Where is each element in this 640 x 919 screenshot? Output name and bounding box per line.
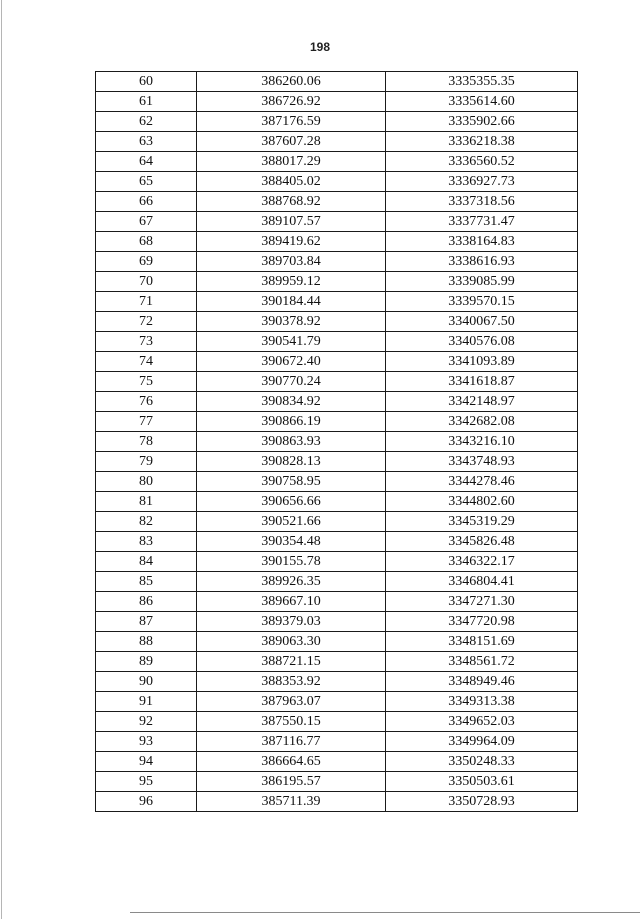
x-coordinate-cell: 390541.79 [197,332,386,352]
y-coordinate-cell: 3347720.98 [386,612,578,632]
y-coordinate-cell: 3344802.60 [386,492,578,512]
table-row [96,372,578,392]
x-coordinate-cell: 389959.12 [197,272,386,292]
table-row [96,452,578,472]
table-row [96,392,578,412]
y-coordinate-cell: 3347271.30 [386,592,578,612]
point-number-cell: 83 [96,532,197,552]
table-row [96,152,578,172]
x-coordinate-cell: 387176.59 [197,112,386,132]
y-coordinate-cell: 3348561.72 [386,652,578,672]
x-coordinate-cell: 390770.24 [197,372,386,392]
table-row [96,92,578,112]
table-row [96,132,578,152]
table-row [96,212,578,232]
y-coordinate-cell: 3345319.29 [386,512,578,532]
table-row [96,272,578,292]
point-number-cell: 93 [96,732,197,752]
y-coordinate-cell: 3350503.61 [386,772,578,792]
x-coordinate-cell: 387607.28 [197,132,386,152]
point-number-cell: 60 [96,72,197,92]
y-coordinate-cell: 3341618.87 [386,372,578,392]
table-row [96,572,578,592]
table-row [96,732,578,752]
table-row [96,112,578,132]
y-coordinate-cell: 3338164.83 [386,232,578,252]
x-coordinate-cell: 388017.29 [197,152,386,172]
y-coordinate-cell: 3335902.66 [386,112,578,132]
point-number-cell: 84 [96,552,197,572]
point-number-cell: 82 [96,512,197,532]
table-row [96,192,578,212]
table-row [96,752,578,772]
point-number-cell: 91 [96,692,197,712]
y-coordinate-cell: 3349964.09 [386,732,578,752]
point-number-cell: 88 [96,632,197,652]
table-row [96,712,578,732]
table-row [96,512,578,532]
point-number-cell: 74 [96,352,197,372]
y-coordinate-cell: 3336560.52 [386,152,578,172]
point-number-cell: 89 [96,652,197,672]
coordinates-table [95,71,578,812]
point-number-cell: 67 [96,212,197,232]
x-coordinate-cell: 386664.65 [197,752,386,772]
point-number-cell: 62 [96,112,197,132]
table-row [96,412,578,432]
point-number-cell: 63 [96,132,197,152]
table-row [96,332,578,352]
table-row [96,612,578,632]
table-row [96,652,578,672]
point-number-cell: 87 [96,612,197,632]
point-number-cell: 92 [96,712,197,732]
x-coordinate-cell: 390521.66 [197,512,386,532]
point-number-cell: 69 [96,252,197,272]
y-coordinate-cell: 3336218.38 [386,132,578,152]
x-coordinate-cell: 388721.15 [197,652,386,672]
x-coordinate-cell: 389703.84 [197,252,386,272]
point-number-cell: 71 [96,292,197,312]
point-number-cell: 65 [96,172,197,192]
y-coordinate-cell: 3336927.73 [386,172,578,192]
table-row [96,792,578,812]
y-coordinate-cell: 3342682.08 [386,412,578,432]
point-number-cell: 80 [96,472,197,492]
x-coordinate-cell: 390828.13 [197,452,386,472]
table-row [96,172,578,192]
point-number-cell: 95 [96,772,197,792]
y-coordinate-cell: 3338616.93 [386,252,578,272]
table-row [96,312,578,332]
x-coordinate-cell: 389379.03 [197,612,386,632]
x-coordinate-cell: 387963.07 [197,692,386,712]
x-coordinate-cell: 388768.92 [197,192,386,212]
point-number-cell: 70 [96,272,197,292]
x-coordinate-cell: 390155.78 [197,552,386,572]
x-coordinate-cell: 390672.40 [197,352,386,372]
y-coordinate-cell: 3349313.38 [386,692,578,712]
x-coordinate-cell: 390834.92 [197,392,386,412]
x-coordinate-cell: 389667.10 [197,592,386,612]
y-coordinate-cell: 3346322.17 [386,552,578,572]
table-row [96,672,578,692]
x-coordinate-cell: 390866.19 [197,412,386,432]
y-coordinate-cell: 3337731.47 [386,212,578,232]
y-coordinate-cell: 3341093.89 [386,352,578,372]
x-coordinate-cell: 390863.93 [197,432,386,452]
y-coordinate-cell: 3340576.08 [386,332,578,352]
table-row [96,432,578,452]
y-coordinate-cell: 3340067.50 [386,312,578,332]
x-coordinate-cell: 390184.44 [197,292,386,312]
table-row [96,352,578,372]
x-coordinate-cell: 390758.95 [197,472,386,492]
x-coordinate-cell: 388405.02 [197,172,386,192]
page-edge-line [1,0,2,919]
point-number-cell: 79 [96,452,197,472]
table-row [96,772,578,792]
page-number: 198 [309,40,331,54]
x-coordinate-cell: 385711.39 [197,792,386,812]
point-number-cell: 86 [96,592,197,612]
table-row [96,232,578,252]
point-number-cell: 75 [96,372,197,392]
point-number-cell: 96 [96,792,197,812]
point-number-cell: 94 [96,752,197,772]
table-row [96,252,578,272]
point-number-cell: 73 [96,332,197,352]
table-row [96,492,578,512]
point-number-cell: 85 [96,572,197,592]
x-coordinate-cell: 390354.48 [197,532,386,552]
point-number-cell: 66 [96,192,197,212]
point-number-cell: 90 [96,672,197,692]
y-coordinate-cell: 3339570.15 [386,292,578,312]
x-coordinate-cell: 389063.30 [197,632,386,652]
x-coordinate-cell: 389419.62 [197,232,386,252]
point-number-cell: 81 [96,492,197,512]
y-coordinate-cell: 3345826.48 [386,532,578,552]
y-coordinate-cell: 3348151.69 [386,632,578,652]
x-coordinate-cell: 386195.57 [197,772,386,792]
bottom-scan-line [130,912,640,913]
table-row [96,632,578,652]
y-coordinate-cell: 3343216.10 [386,432,578,452]
point-number-cell: 64 [96,152,197,172]
point-number-cell: 78 [96,432,197,452]
point-number-cell: 77 [96,412,197,432]
point-number-cell: 61 [96,92,197,112]
x-coordinate-cell: 388353.92 [197,672,386,692]
y-coordinate-cell: 3337318.56 [386,192,578,212]
x-coordinate-cell: 386260.06 [197,72,386,92]
x-coordinate-cell: 386726.92 [197,92,386,112]
table-row [96,532,578,552]
table-row [96,292,578,312]
table-row [96,72,578,92]
x-coordinate-cell: 389107.57 [197,212,386,232]
x-coordinate-cell: 387550.15 [197,712,386,732]
table-row [96,692,578,712]
coordinates-table-body [96,72,578,812]
point-number-cell: 76 [96,392,197,412]
point-number-cell: 68 [96,232,197,252]
y-coordinate-cell: 3342148.97 [386,392,578,412]
y-coordinate-cell: 3339085.99 [386,272,578,292]
y-coordinate-cell: 3349652.03 [386,712,578,732]
y-coordinate-cell: 3335614.60 [386,92,578,112]
point-number-cell: 72 [96,312,197,332]
y-coordinate-cell: 3344278.46 [386,472,578,492]
y-coordinate-cell: 3335355.35 [386,72,578,92]
x-coordinate-cell: 387116.77 [197,732,386,752]
table-row [96,472,578,492]
y-coordinate-cell: 3346804.41 [386,572,578,592]
x-coordinate-cell: 390656.66 [197,492,386,512]
y-coordinate-cell: 3348949.46 [386,672,578,692]
y-coordinate-cell: 3343748.93 [386,452,578,472]
table-row [96,592,578,612]
table-row [96,552,578,572]
x-coordinate-cell: 389926.35 [197,572,386,592]
x-coordinate-cell: 390378.92 [197,312,386,332]
y-coordinate-cell: 3350728.93 [386,792,578,812]
y-coordinate-cell: 3350248.33 [386,752,578,772]
